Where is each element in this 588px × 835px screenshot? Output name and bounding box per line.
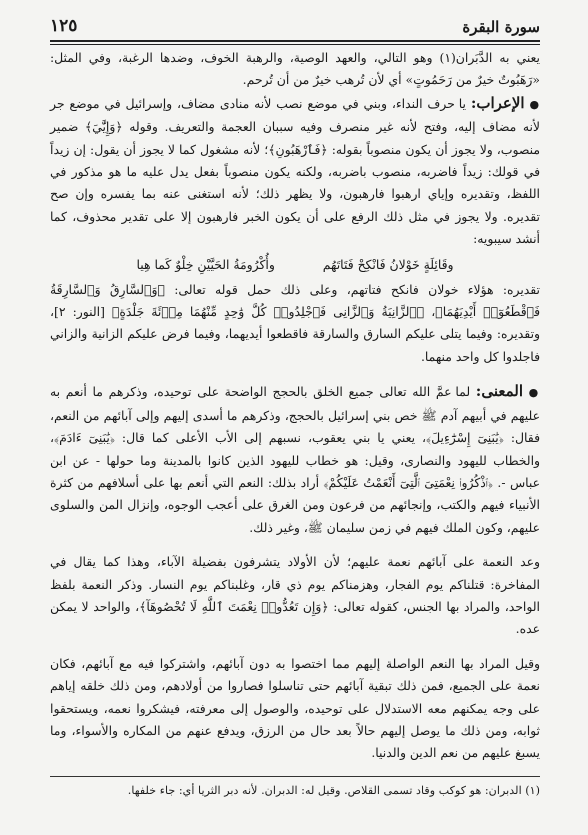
meaning-text: لما عمَّ الله تعالى جميع الخلق بالحجج الواضحة على توحيده، وذكرهم ما أنعم به عليهم في أبيهم آدم ﷺ خص بني إسرائيل بالحجج، وذكرهم ما أسدى إليهم وإلى آبائهم من النعم، فقال: ﴿يَٰبَنِىٓ إِسْرَٰٓءِيلَ﴾، يعني يا بني يعقوب، نسبهم إلى الأب الأعلى كما قال: ﴿يَٰبَنِىٓ ءَادَمَ﴾، والخطاب لليهود والنصارى، وقيل: هو خطاب لليهود الذين كانوا بالمدينة وما حولها - عن ابن عباس -. ﴿ٱذْكُرُوا۟ نِعْمَتِىَ ٱلَّتِىٓ أَنْعَمْتُ عَلَيْكُمْ﴾ أراد بذلك: النعم التي أنعم بها على أسلافهم من كثرة الأنبياء فيهم والكتب، وإنجائهم من فرعون ومن الغرق على أعجب الوجوه، وإنزال المن والسلوى عليهم، وكون الملك فيهم في زمن سليمان ﷺ، وغير ذلك. [50,384,540,535]
spacer [50,539,540,551]
page-header [50,10,540,36]
paragraph-shared-blessings: وقيل المراد بها النعم الواصلة إليهم مما اختصوا به دون آبائهم، واشتركوا فيه مع آبائهم، فكان نعمة على الجميع، فمن ذلك تبقية آبائهم حتى تناسلوا فصاروا من أولادهم، ومن ذلك خلقه إياهم على وجه يمكنهم معه الاستدلال على توحيده، والوصول إلى معرفته، فيشكروا نعمه، ويستحقوا ثوابه، ومن ذلك ما يوصل إليهم حالاً بعد حال من الرزق، ويدفع عنهم من المكاره والأسواء، وما يسبغ عليهم من نعم الدين والدنيا. [50,655,540,761]
grammar-text: يا حرف النداء، وبني في موضع نصب لأنه منادى مضاف، وإسرائيل في موضع جر لأنه مضاف إليه، وفتح لأنه غير منصرف وفيه سببان العجمة والتعريف. وقوله ﴿وَإِيَّٰيَ﴾ ضمير منصوب، ولا يجوز أن يكون منصوباً بقوله: ﴿فَٱرْهَبُونِ﴾؛ لأنه مشغول كما لا يجوز أن يقول: إن زيداً في قولك: زيداً فاضربه، منصوب باضربه، ولكنه يكون منصوباً بفعل يدل عليه ما هو مذكور في اللفظ، وتقديره وإياي ارهبوا فارهبون، ولا يظهر ذلك؛ لأنه استغنى عنه بما يفسره وإن صح تقديره. ولا يجوز في مثل ذلك الرفع على أن يكون الخبر فارهبون إلا على تقدير محذوف، كما أنشد سيبويه: [50,95,540,247]
paragraph-meaning [50,380,540,539]
footnote-rule [50,776,540,777]
verse-second-hemistich: وأُكْرُومَةُ الحَيَّيْنِ خِلْوٌ كَما هِيا [136,256,275,272]
paragraph-grammar [50,92,540,251]
header-rule [50,40,540,45]
running-title: سورة البقرة [462,18,540,36]
poetry-verse [50,253,540,277]
bullet-icon: ● [529,97,540,111]
meaning-heading: المعنى: [475,382,523,401]
bullet-icon: ● [528,386,540,400]
grammar-heading: الإعراب: [470,93,525,112]
paragraph-estimation: تقديره: هؤلاء خولان فانكح فتاتهم، وعلى ذلك حمل قوله تعالى: ﴿وَٱلسَّارِقُ وَٱلسَّارِقَةُ فَٱقْطَعُوٓا۟ أَيْدِيَهُمَا﴾، ﴿ٱلزَّانِيَةُ وَٱلزَّانِى فَٱجْلِدُوا۟ كُلَّ وَٰحِدٍ مِّنْهُمَا مِا۟ئَةَ جَلْدَةٍ﴾ [النور: ٢]، وتقديره: وفيما يتلى عليكم السارق والسارقة فاقطعوا أيديهما، وفيما فرض عليكم الزانية والزاني فاجلدوا كل واحد منهما. [50,281,540,364]
page-number: ١٢٥ [50,16,78,36]
spacer [50,368,540,380]
footnote: (١) الدبران: هو كوكب وقاد تسمى القلاص. وقيل له: الدبران. لأنه دبر الثريا أي: جاء خلفها. [127,784,540,797]
verse-first-hemistich: وقَائِلَةٍ خَوْلانُ فَانْكِحْ فَتَاتَهُم [322,256,454,272]
spacer [50,641,540,653]
page-body [50,47,540,765]
paragraph-blessings: وعد النعمة على آبائهم نعمة عليهم؛ لأن الأولاد يتشرفون بفضيلة الآباء، وهذا كما يقال في المفاخرة: قتلناكم يوم الفجار، وهزمناكم يوم ذي قار، وغلبناكم يوم النسار. وذكر النعمة بلفظ الواحد، والمراد بها الجنس، كقوله تعالى: ﴿وَإِن تَعُدُّوا۟ نِعْمَتَ ٱللَّهِ لَا تُحْصُوهَآ﴾، والواحد لا يمكن عده. [50,554,540,637]
paragraph-vocabulary: يعني به الدَّبَران(١) وهو التالي، والعهد الوصية، والرهبة الخوف، وضدها الرغبة، وفي المثل: «رَهَبُوتٌ خيرٌ من رَحَمُوتٍ» أي لأن تُرهب خيرٌ من أن تُرحم. [50,50,540,88]
